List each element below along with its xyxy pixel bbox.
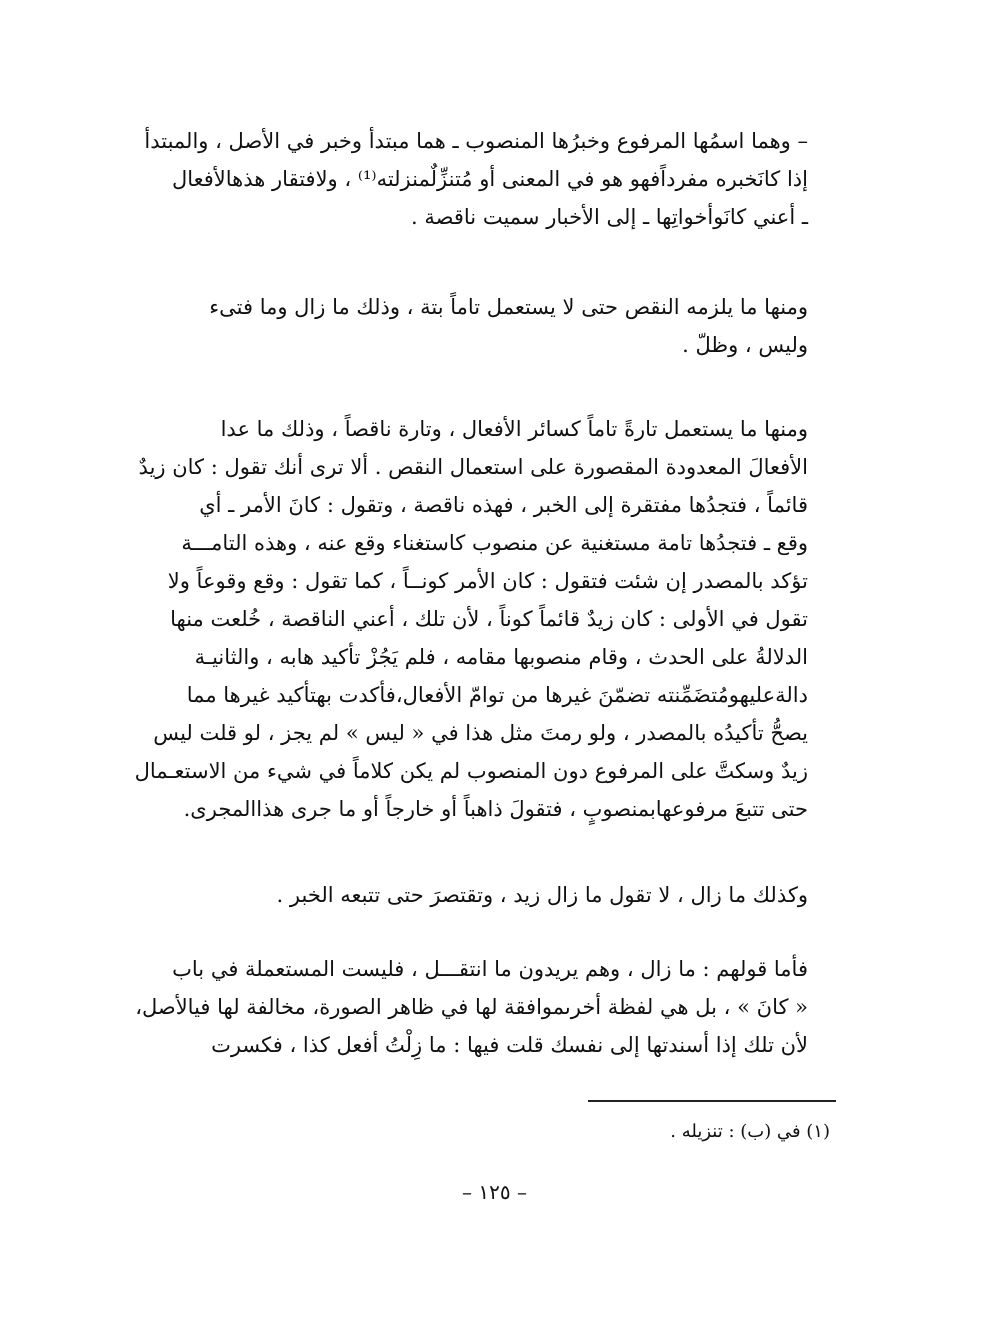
text-line: قائماً ، فتجدُها مفتقرة إلى الخبر ، فهذه ناقصة ، وتقول : كانَ الأمر ـ أي <box>199 493 808 517</box>
text-line: وقع ـ فتجدُها تامة مستغنية عن منصوب كاستغناء وقع عنه ، وهذه التامـــة <box>181 531 808 555</box>
text-line: حتى تتبعَ مرفوعهابمنصوبٍ ، فتقولَ ذاهباً أو خارجاً أو ما جرى هذاالمجرى. <box>183 797 808 821</box>
text-line: الأفعالَ المعدودة المقصورة على استعمال النقص . ألا ترى أنك تقول : كان زيدٌ <box>138 455 808 479</box>
paragraph-2 <box>150 288 840 364</box>
text-line: زيدٌ وسكتَّ على المرفوع دون المنصوب لم يكن كلاماً في شيء من الاستعـمال <box>134 759 808 783</box>
text-line: وليس ، وظلّ . <box>682 333 808 357</box>
text-line: فأما قولهم : ما زال ، وهم يريدون ما انتقـــل ، فليست المستعملة في باب <box>172 957 808 981</box>
paragraph-4 <box>150 876 840 914</box>
page-number: – ١٢٥ – <box>462 1180 527 1204</box>
text-line: دالةعليهومُتضَمِّنته تضمّنَ غيرها من توامّ الأفعال،فأكدت بهتأكيد غيرها مما <box>186 683 808 707</box>
text-line: ومنها ما يستعمل تارةً تاماً كسائر الأفعال ، وتارة ناقصاً ، وذلك ما عدا <box>220 417 808 441</box>
paragraph-1 <box>144 122 840 236</box>
text-line: « كانَ » ، بل هي لفظة أخرىموافقة لها في ظاهر الصورة، مخالفة لها فيالأصل، <box>135 995 808 1019</box>
text-line: تؤكد بالمصدر إن شئت فتقول : كان الأمر كونــاً ، كما تقول : وقع وقوعاً ولا <box>167 569 808 593</box>
text-line: الدلالةُ على الحدث ، وقام منصوبها مقامه ، فلم يَجُزْ تأكيد هابه ، والثانيـة <box>194 645 808 669</box>
footnote-divider <box>588 1100 836 1102</box>
footnote: (١) في (ب) : تنزيله . <box>670 1121 830 1142</box>
paragraph-3 <box>134 410 840 828</box>
text-line: لأن تلك إذا أسندتها إلى نفسك قلت فيها : ما زِلْتُ أفعل كذا ، فكسرت <box>211 1033 808 1057</box>
text-line: إذا كانَخبره مفرداًفهو هو في المعنى أو مُتنزِّلٌمنزلته⁽¹⁾ ، ولافتقار هذهالأفعال <box>171 167 808 191</box>
text-line: تقول في الأولى : كان زيدٌ قائماً كوناً ، لأن تلك ، أعني الناقصة ، خُلعت منها <box>170 607 808 631</box>
text-line: وكذلك ما زال ، لا تقول ما زال زيد ، وتقتصرَ حتى تتبعه الخبر . <box>276 883 808 907</box>
paragraph-5 <box>135 950 840 1064</box>
text-line: يصحُّ تأكيدُه بالمصدر ، ولو رمتَ مثل هذا في « ليس » لم يجز ، لو قلت ليس <box>153 721 808 745</box>
text-line: – وهما اسمُها المرفوع وخبرُها المنصوب ـ هما مبتدأ وخبر في الأصل ، والمبتدأ <box>144 129 808 153</box>
text-line: ومنها ما يلزمه النقص حتى لا يستعمل تاماً بتة ، وذلك ما زال وما فتىء <box>209 295 808 319</box>
text-line: ـ أعني كانَوأخواتِها ـ إلى الأخبار سميت ناقصة . <box>411 205 808 229</box>
